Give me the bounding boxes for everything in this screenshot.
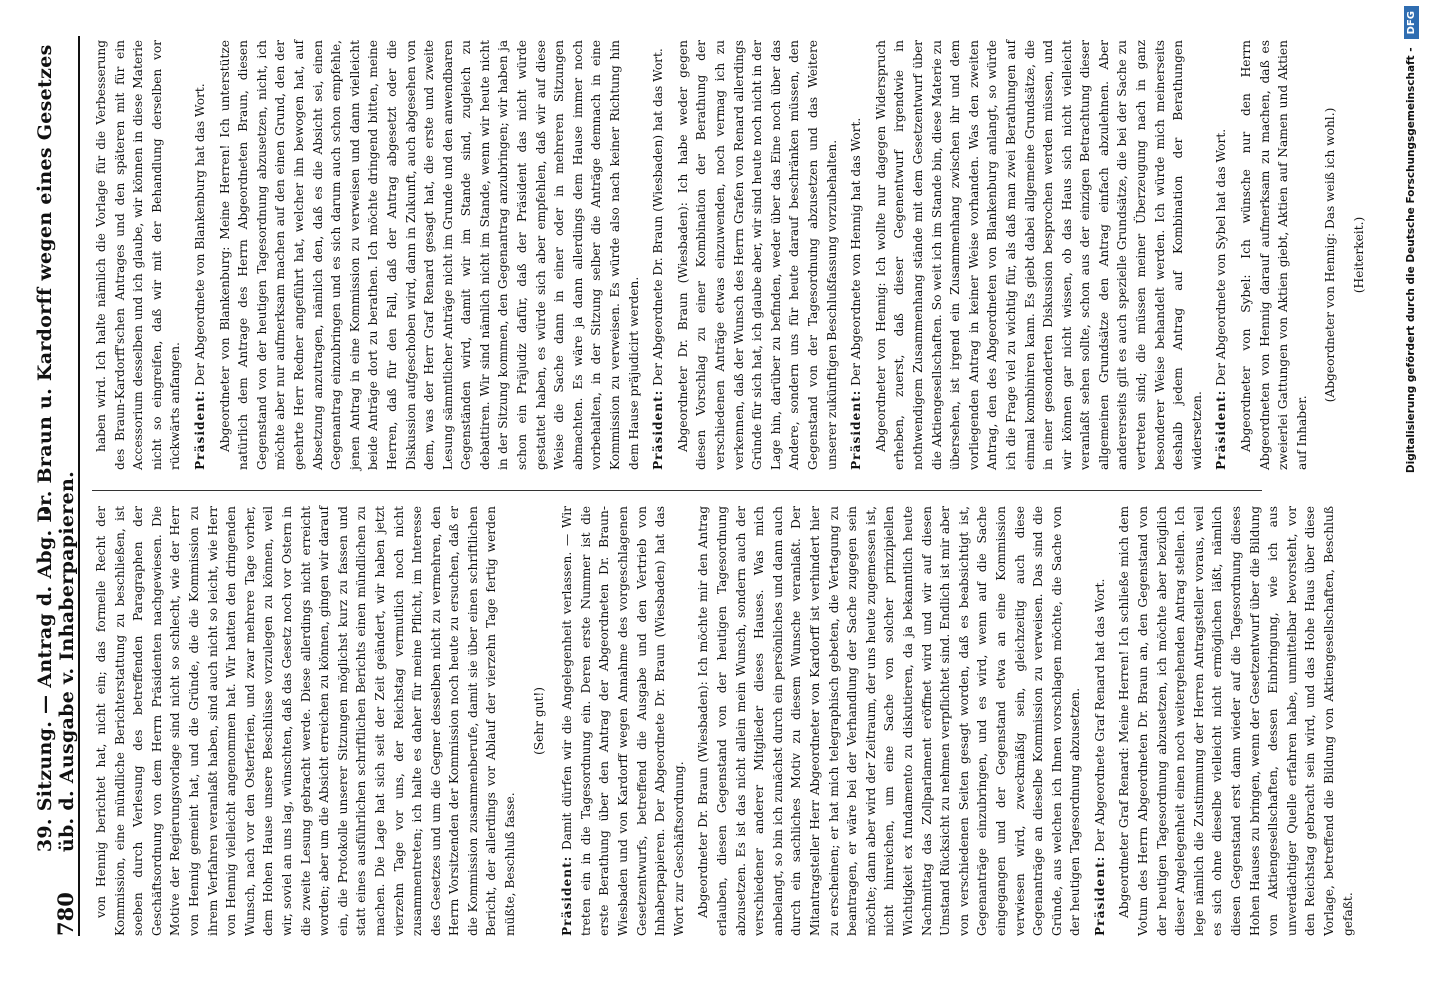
- speaker-label: Präsident:: [1214, 389, 1229, 470]
- paragraph-text: (Heiterkeit.): [1352, 216, 1366, 294]
- paragraph-text: Der Abgeordnete Graf Renard hat das Wort.: [1092, 578, 1107, 852]
- speaker-label: Präsident:: [560, 855, 575, 936]
- paragraph: [1091, 506, 1110, 936]
- paragraph-text: Abgeordneter Graf Renard: Meine Herren! Ich schließe mich dem Votum des Herrn Abgeordneten Dr. Braun an, den Gegenstand von der heutigen Tagesordnung abzusetzen, ich möchte aber bezüglich dieser Angelegenheit einen noch weitergehenden Antrag stellen. Ich lege nämlich die Zustimmung der Herren Antragsteller voraus, weil es sich ohne dieselbe vielleicht nicht ermöglichen läßt, nämlich diesen Gegenstand erst dann wieder auf die Tagesordnung dieses Hohen Hauses zu bringen, wenn der Gesetzentwurf über die Bildung von Aktiengesellschaften, dessen Einbringung, wie ich aus unverdächtiger Quelle erfahren habe, unmittelbar bevorsteht, vor den Reichstag gebracht sein wird, und das Hohe Haus über diese Vorlage, betreffend die Bildung von Aktiengesellschaften, Beschluß gefaßt.: [1117, 506, 1355, 936]
- paragraph-text: Abgeordneter von Sybel: Ich wünsche nur den Herrn Abgeordneten von Hennig darauf aufmerksam zu machen, daß es zweierlei Gattungen von Aktien giebt, Aktien auf Namen und Aktien auf Inhaber.: [1239, 40, 1309, 470]
- paragraph: [92, 506, 520, 936]
- page-number: 780: [53, 892, 78, 936]
- paragraph-text: Abgeordneter Dr. Braun (Wiesbaden): Ich möchte mir den Antrag erlauben, diesen Gegenstand von der heutigen Tagesordnung abzusetzen. Es ist das nicht allein mein Wunsch, sondern auch der verschiedener anderer Mitglieder dieses Hauses. Was mich anbelangt, so bin ich zunächst durch ein persönliches und dann auch durch ein sachliches Motiv zu diesem Wunsche veranlaßt. Der Mitantragsteller Herr Abgeordneter von Kardorff ist verhindert hier zu erscheinen; er hat mich telegraphisch gebeten, die Vertagung zu beantragen, er wäre bei der Verhandlung der Sache zugegen sein möchte; dann aber wird der Zeitraum, der uns heute zugemessen ist, nicht hinreichen, um eine Sache von solcher prinzipiellen Wichtigkeit ex fundamento zu diskutieren, da ja bekanntlich heute Nachmittag das Zollparlament eröffnet wird und wir auf diesen Umstand Rücksicht zu nehmen verpflichtet sind. Endlich ist mir aber von verschiedenen Seiten gesagt worden, daß es beabsichtigt ist, Gegenanträge einzubringen, und es wird, wenn auf die Sache eingegangen und der Gegenstand etwa an eine Kommission verwiesen wird, zweckmäßig sein, gleichzeitig auch diese Gegenanträge an dieselbe Kommission zu verweisen. Das sind die Gründe, aus welchen ich Ihnen vorschlagen möchte, die Sache von der heutigen Tagesordnung abzusetzen.: [696, 506, 1083, 936]
- paragraph: [1237, 40, 1311, 470]
- paragraph: [872, 40, 1207, 470]
- speaker-label: Präsident:: [192, 389, 207, 470]
- paragraph: [1212, 40, 1231, 470]
- paragraph: [847, 40, 866, 470]
- paragraph: [694, 506, 1084, 936]
- paragraph-text: (Abgeordneter von Hennig: Das weiß ich wohl.): [1323, 107, 1338, 403]
- paragraph: [191, 40, 210, 470]
- paragraph: [1350, 40, 1369, 470]
- speaker-label: Präsident:: [1092, 855, 1107, 936]
- paragraph-text: Damit dürfen wir die Angelegenheit verlassen. — Wir treten ein in die Tagesordnung ein. Deren erste Nummer ist die erste Berathung über den Antrag der Abgeordneten Dr. Braun-Wiesbaden und von Kardorff wegen Annahme des vorgeschlagenen Gesetzentwurfs, betreffend die Ausgabe und den Vertrieb von Inhaberpapieren. Der Abgeordnete Dr. Braun (Wiesbaden) hat das Wort zur Geschäftsordnung.: [560, 506, 686, 936]
- paragraph: [530, 506, 549, 936]
- column-divider: [92, 490, 1262, 491]
- speaker-label: Präsident:: [849, 389, 864, 470]
- paragraph: [674, 40, 841, 470]
- speaker-label: Präsident:: [651, 389, 666, 470]
- paragraph-text: von Hennig berichtet hat, nicht ein; das formelle Recht der Kommission, eine mündliche Berichterstattung zu beschließen, ist soeben durch Verlesung des betreffenden Paragraphen der Geschäftsordnung von dem Herrn Präsidenten nachgewiesen. Die Motive der Regierungsvorlage sind nicht so schlecht, wie der Herr von Hennig gemeint hat, und die Gründe, die die Kommission zu ihrem Verfahren veranlaßt haben, sind auch nicht so leicht, wie Herr von Hennig vielleicht angenommen hat. Wir hatten den dringenden Wunsch, nach vor den Osterferien, und zwar mehrere Tage vorher, dem Hohen Hause unsere Beschlüsse vorzulegen zu können, weil wir, soviel an uns lag, wünschten, daß das Gesetz noch vor Ostern in die zweite Lesung gebracht werde. Diese allerdings nicht erreicht worden; aber um die Absicht erreichen zu können, gingen wir darauf ein, die Protokolle unserer Sitzungen möglichst kurz zu fassen und statt eines ausführlichen schriftlichen Berichts einen mündlichen zu machen. Die Lage hat sich seit der Zeit geändert, wir haben jetzt vierzehn Tage vor uns, der Reichstag vermutlich noch nicht zusammentreten; ich halte es daher für meine Pflicht, im Interesse des Gesetzes und um die Gegner desselben nicht zu vermehren, den Herrn Vorsitzenden der Kommission noch heute zu ersuchen, daß er die Kommission zusammenberufe, damit sie über einen schriftlichen Bericht, der allerdings vor Ablauf der vierzehn Tage fertig werden müßte, Beschluß fasse.: [94, 506, 518, 936]
- paragraph: [1115, 506, 1357, 936]
- dfg-logo: DFG: [1404, 6, 1419, 39]
- paragraph: [649, 40, 668, 470]
- paragraph-text: haben wird. Ich halte nämlich die Vorlage für die Verbesserung des Braun-Kardorff'schen Antrages und den späteren mit für ein Accessorium desselben und ich glaube, wir können in diese Materie nicht so eingreifen, daß wir mit der Behandlung derselben vor rückwärts anfangen.: [94, 40, 183, 470]
- digitization-text: Digitalisierung gefördert durch die Deutsche Forschungsgemeinschaft -: [1405, 47, 1417, 474]
- paragraph-text: (Sehr gut!): [531, 686, 546, 756]
- paragraph: [92, 40, 185, 470]
- paragraph-text: Abgeordneter von Blankenburg: Meine Herren! Ich unterstütze natürlich dem Antrage des Herrn Abgeordneten Braun, diesen Gegenstand von der heutigen Tagesordnung abzusetzen, nicht, ich möchte aber nur aufmerksam machen auf den einen Grund, den der geehrte Herr Redner angeführt hat, welcher ihn bewogen hat, auf Absetzung anzutragen, nämlich den, daß es die Absicht sei, einen Gegenantrag einzubringen und es sich darum auch schon empfehle, jenen Antrag in eine Kommission zu verweisen und dann vielleicht beide Anträge dort zu berathen. Ich möchte dringend bitten, meine Herren, daß für den Fall, daß der Antrag abgesetzt oder die Diskussion aufgeschoben wird, dann in Zukunft, auch abgesehen von dem, was der Herr Graf Renard gesagt hat, die erste und zweite Lesung sämmtlicher Anträge nicht im Grunde und den anwendbaren Gegenständen wird, damit wir im Stande sind, zugleich zu debattiren. Wir sind nämlich nicht im Stande, wenn wir heute nicht in der Sitzung kommen, den Gegenantrag anzubringen; wir haben ja schon ein Präjudiz dafür, daß der Präsident das nicht würde gestattet haben, es würde sich aber empfehlen, daß wir auf diese Weise die Sache dann in einer oder in mehreren Sitzungen abmachten. Es wäre ja dann allerdings dem Hause immer noch vorbehalten, in der Sitzung selber die Anträge demnach in eine Kommission zu verweisen. Es würde also nach keiner Richtung hin dem Hause präjudicirt werden.: [217, 40, 641, 470]
- digitization-credit: [1396, 0, 1426, 1000]
- paragraph: [216, 40, 644, 470]
- running-title: 39. Sitzung. — Antrag d. Abg. Dr. Braun u. Kardorff wegen eines Gesetzes üb. d. Ausgabe v. Inhaberpapieren.: [34, 44, 78, 853]
- paragraph-text: Abgeordneter Dr. Braun (Wiesbaden): Ich habe weder gegen diesen Vorschlag zu einer Kombination der Berathung der verschiedenen Anträge etwas einzuwenden, noch vermag ich zu verkennen, daß der Wunsch des Herrn Grafen von Renard allerdings Gründe für sich hat, ich glaube aber, wir sind heute noch nicht in der Lage hin, darüber zu befinden, weder über das Eine noch über das Andere, sondern uns für heute darauf beschränken müssen, den Gegenstand von der Tagesordnung abzusetzen und das Weitere unserer zukünftigen Beschlußfassung vorzubehalten.: [675, 40, 839, 470]
- left-column: [92, 506, 1355, 936]
- page-header: [28, 36, 80, 936]
- right-column: [92, 40, 1366, 470]
- paragraph-text: Der Abgeordnete von Blankenburg hat das Wort.: [192, 83, 207, 386]
- paragraph-text: Der Abgeordnete von Sybel hat das Wort.: [1214, 128, 1229, 386]
- paragraph-text: Der Abgeordnete von Hennig hat das Wort.: [849, 117, 864, 386]
- paragraph-text: Der Abgeordnete Dr. Braun (Wiesbaden) hat das Wort.: [651, 48, 666, 386]
- paragraph: [558, 506, 688, 936]
- paragraph: [1321, 40, 1340, 470]
- paragraph-text: Abgeordneter von Hennig: Ich wollte nur dagegen Widerspruch erheben, zuerst, daß dieser Gegenentwurf irgendwie in nothwendigem Zusammenhang stände mit dem Gesetzentwurf über die Aktiengesellschaften. So weit ich im Stande bin, diese Materie zu übersehen, ist irgend ein Zusammenhang zwischen ihr und dem vorliegenden Antrag in keiner Weise vorhanden. Was den zweiten Antrag, den des Abgeordneten von Blankenburg anlangt, so würde ich die Frage viel zu wichtig für, als daß man zwei Berathungen auf einmal kombiniren kann. Es giebt dabei allgemeine Grundsätze, die in einer gesonderten Diskussion besprochen werden müssen, und wir können gar nicht wissen, ob das Haus sich nicht vielleicht veranlaßt sehen sollte, schon aus der einzigen Betrachtung dieser allgemeinen Grundsätze den Antrag einfach abzulehnen. Aber andererseits gilt es auch spezielle Grundsätze, die bei der Sache zu vertreten sind; die müssen meiner Überzeugung nach in ganz besonderer Weise behandelt werden. Ich würde mich meinerseits deshalb jedem Antrag auf Kombination der Berathungen widersetzen.: [873, 40, 1204, 470]
